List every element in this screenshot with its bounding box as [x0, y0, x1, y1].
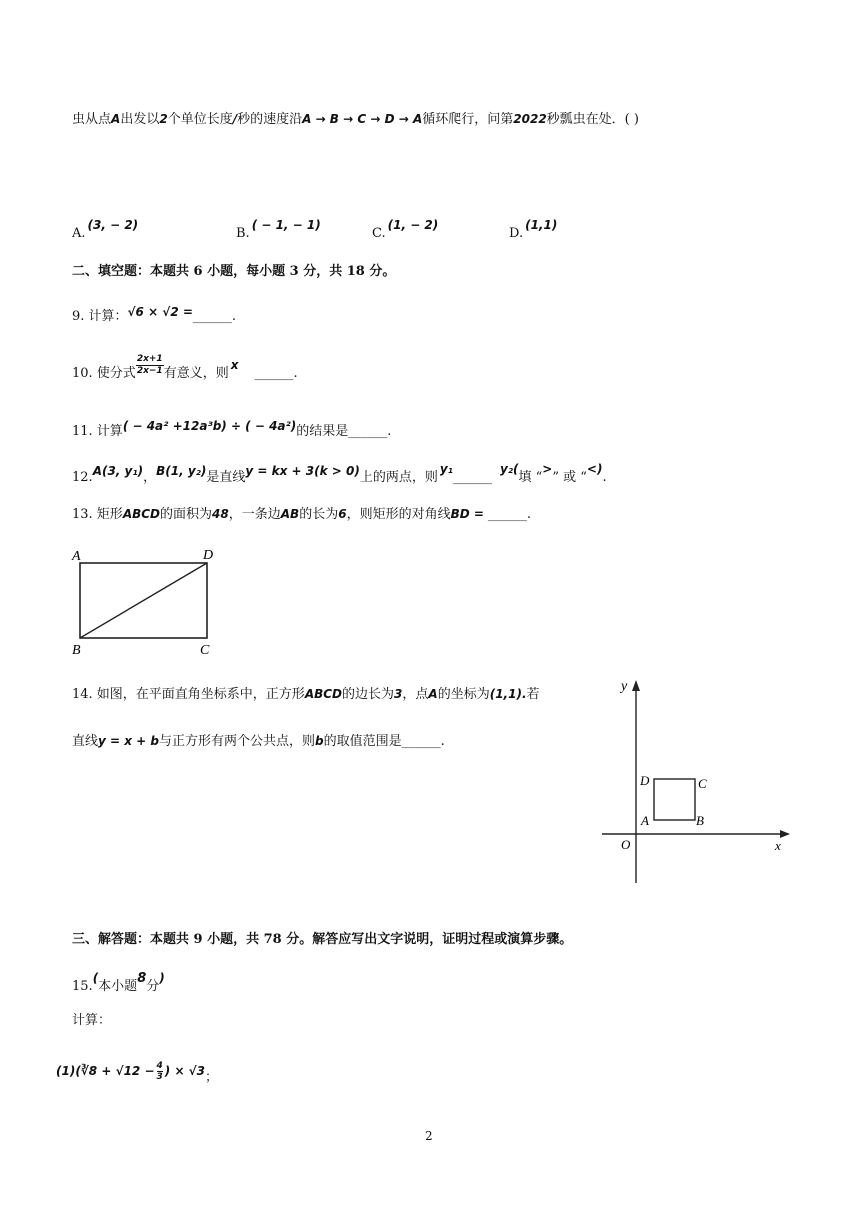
question-13: 13. 矩形ABCD的面积为48，一条边AB的长为6，则矩形的对角线BD = ______. — [72, 507, 532, 522]
option-value: (3, − 2) — [87, 218, 139, 232]
q8-option-a[interactable] — [72, 218, 139, 241]
q13-rectangle-figure — [66, 540, 236, 662]
label-c: C — [200, 643, 210, 658]
option-value: (1,1) — [525, 218, 558, 232]
q8-text: 虫从点A出发以2个单位长度/秒的速度沿A → B → C → D → A循环爬行，问第2022秒瓢虫在处．( ) — [72, 112, 639, 127]
q10-fraction: $\frac{2x+1}{2x-1}$ — [136, 354, 163, 376]
q9-expression: √6 × √2 = — [127, 305, 193, 319]
label-o: O — [621, 837, 631, 852]
section-2-heading: 二、填空题：本题共 6 小题，每小题 3 分，共 18 分。 — [72, 264, 396, 279]
answer-blank: ______. — [487, 507, 532, 522]
question-12: 12.A(3, y₁)，B(1, y₂)是直线y = kx + 3(k > 0)上的两点，则y₁______y₂(填 “>” 或 “<). — [72, 462, 607, 485]
q11-expression: ( − 4a² +12a³b) ÷ ( − 4a²) — [122, 419, 297, 433]
question-15-heading: 15.(本小题8分) — [72, 971, 165, 994]
option-label: C. — [372, 226, 386, 241]
question-9: 9. 计算：√6 × √2 =______. — [72, 305, 237, 324]
question-14-line-1: 14. 如图，在平面直角坐标系中，正方形ABCD的边长为3，点A的坐标为(1,1).若 — [72, 687, 540, 702]
x-axis-arrow — [780, 830, 790, 838]
page-number: 2 — [425, 1129, 433, 1143]
label-b: B — [696, 813, 704, 828]
option-value: (1, − 2) — [387, 218, 439, 232]
option-label: D. — [509, 226, 524, 241]
answer-blank: ______. — [254, 366, 298, 381]
label-a: A — [72, 549, 81, 564]
diagonal-bd — [80, 563, 207, 638]
sqrt-fraction: $\frac{4}{3}$ — [156, 1061, 163, 1082]
label-x: x — [775, 838, 781, 853]
label-b: B — [72, 643, 81, 658]
answer-blank: ______ — [452, 470, 492, 485]
option-value: ( − 1, − 1) — [251, 218, 321, 232]
label-a: A — [641, 813, 649, 828]
q8-option-b[interactable] — [236, 218, 321, 241]
label-y: y — [621, 679, 628, 694]
label-d: D — [203, 548, 214, 563]
square-abcd — [654, 779, 695, 820]
label-c: C — [698, 776, 707, 791]
question-11: 11. 计算( − 4a² +12a³b) ÷ ( − 4a²)的结果是______. — [72, 419, 392, 439]
y-axis-arrow — [632, 680, 640, 691]
section-3-heading: 三、解答题：本题共 9 小题，共 78 分。解答应写出文字说明，证明过程或演算步骤。 — [72, 932, 573, 947]
q8-option-c[interactable] — [372, 218, 439, 241]
question-15-part-1: (1)(∛8 + √12 − $\frac{4}{3}$ ) × √3； — [56, 1061, 219, 1085]
question-10: 10. 使分式 $\frac{2x+1}{2x-1}$ 有意义，则x______. — [72, 354, 298, 381]
option-label: A. — [72, 226, 86, 241]
answer-blank: ______. — [192, 309, 237, 324]
question-15-instruction: 计算： — [72, 1013, 112, 1028]
question-14-line-2: 直线y = x + b与正方形有两个公共点，则b的取值范围是______. — [72, 734, 445, 749]
option-label: B. — [236, 226, 250, 241]
label-d: D — [640, 773, 650, 788]
q8-option-d[interactable] — [509, 218, 558, 241]
q14-coordinate-figure — [596, 672, 796, 887]
